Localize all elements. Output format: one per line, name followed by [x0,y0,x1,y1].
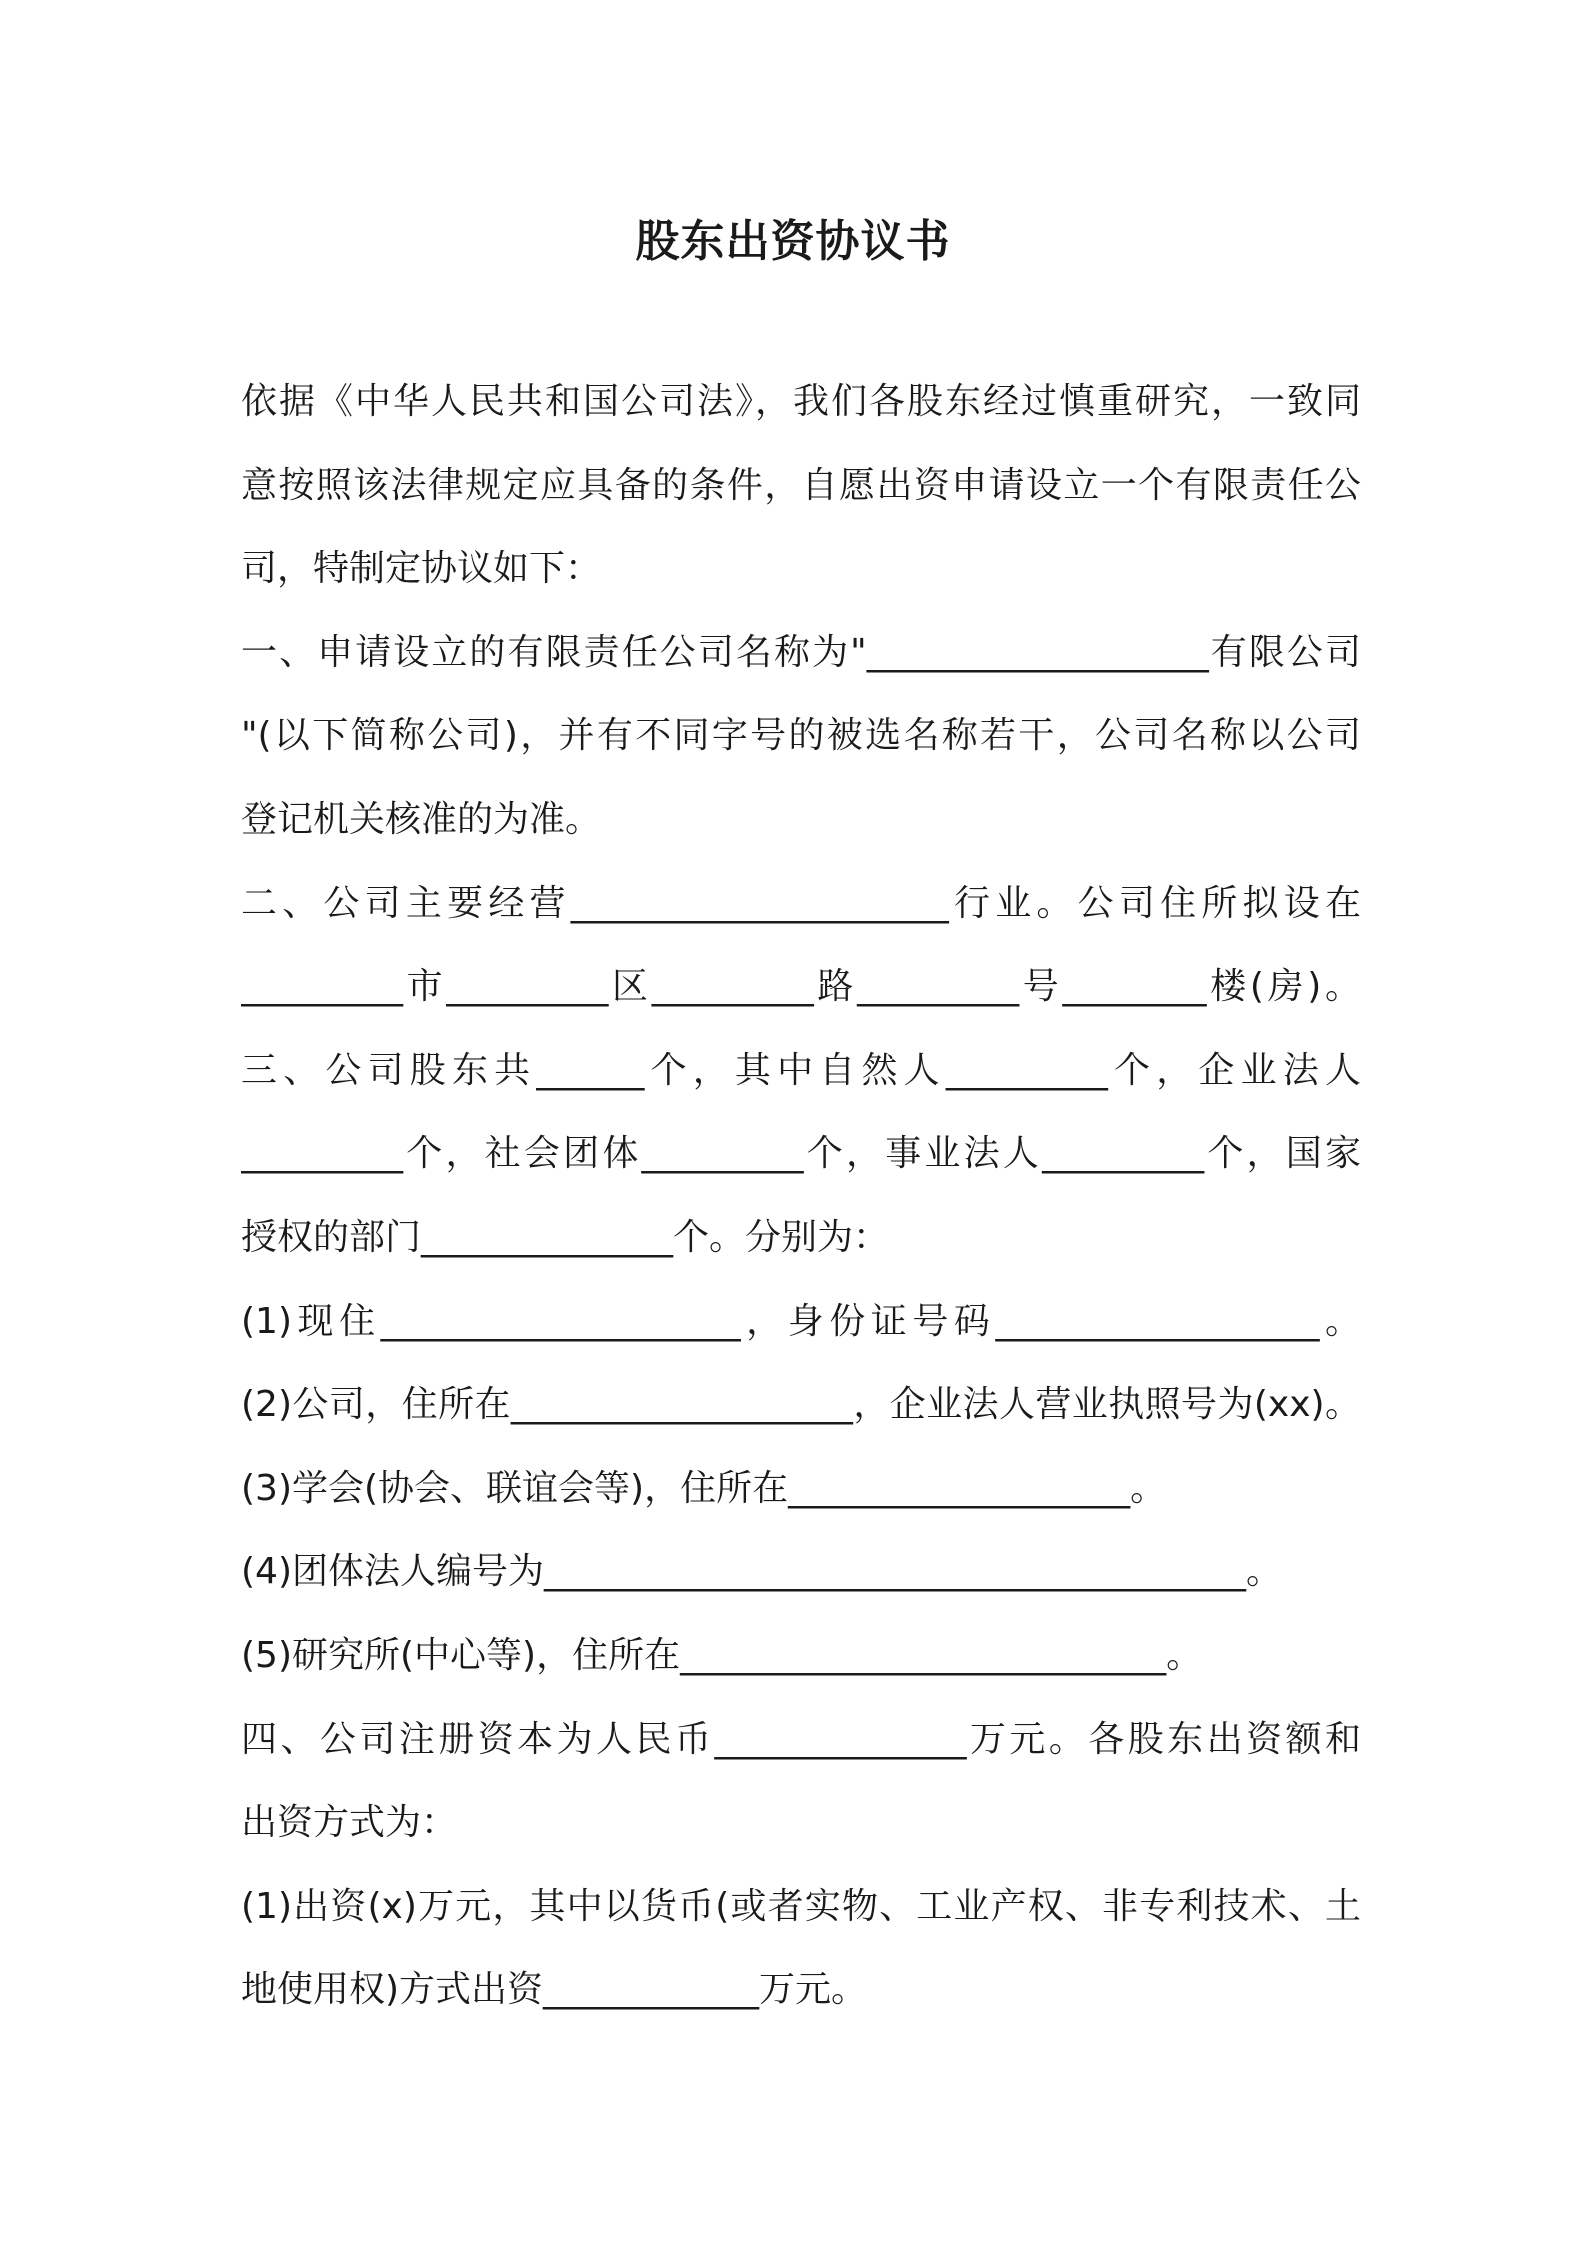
contribution-item-1: 地使用权)方式出资____________万元。 [241,1969,868,2011]
shareholder-item-3: (3)学会(协会、联谊会等)，住所在___________________。 [241,1467,1167,1509]
clause-2-line: _________市_________区_________路_________号________楼(房)。 [241,966,1361,1008]
clause-1-line: 登记机关核准的为准。 [241,798,602,840]
shareholder-item-2: (2)公司，住所在___________________，企业法人营业执照号为(xx)。 [241,1384,1361,1426]
clause-3-line: 三、公司股东共______个，其中自然人_________个，企业法人 [241,1049,1361,1091]
paragraph-line: 依据《中华人民共和国公司法》，我们各股东经过慎重研究，一致同 [241,381,1361,422]
shareholder-item-4: (4)团体法人编号为_______________________________________。 [241,1551,1282,1593]
clause-4-line: 出资方式为： [241,1802,458,1844]
clause-1-line: 一、申请设立的有限责任公司名称为"___________________有限公司 [241,631,1361,673]
shareholder-item-5: (5)研究所(中心等)，住所在___________________________。 [241,1634,1203,1676]
clause-2-line: 二、公司主要经营_____________________行业。公司住所拟设在 [241,882,1361,924]
contribution-item-1: (1)出资(x)万元，其中以货币(或者实物、工业产权、非专利技术、土 [241,1885,1361,1927]
clause-3-line: 授权的部门______________个。分别为： [241,1216,890,1258]
shareholder-item-1: (1)现住____________________，身份证号码__________________。 [241,1300,1361,1342]
clause-1-line: "(以下简称公司)，并有不同字号的被选名称若干，公司名称以公司 [241,715,1361,757]
document-title: 股东出资协议书 [635,216,951,267]
paragraph-line: 司，特制定协议如下： [241,548,602,590]
clause-3-line: _________个，社会团体_________个，事业法人_________个，国家 [241,1133,1361,1175]
clause-4-line: 四、公司注册资本为人民币______________万元。各股东出资额和 [241,1718,1361,1760]
paragraph-line: 意按照该法律规定应具备的条件，自愿出资申请设立一个有限责任公 [241,464,1361,506]
document-body [241,360,1361,2032]
